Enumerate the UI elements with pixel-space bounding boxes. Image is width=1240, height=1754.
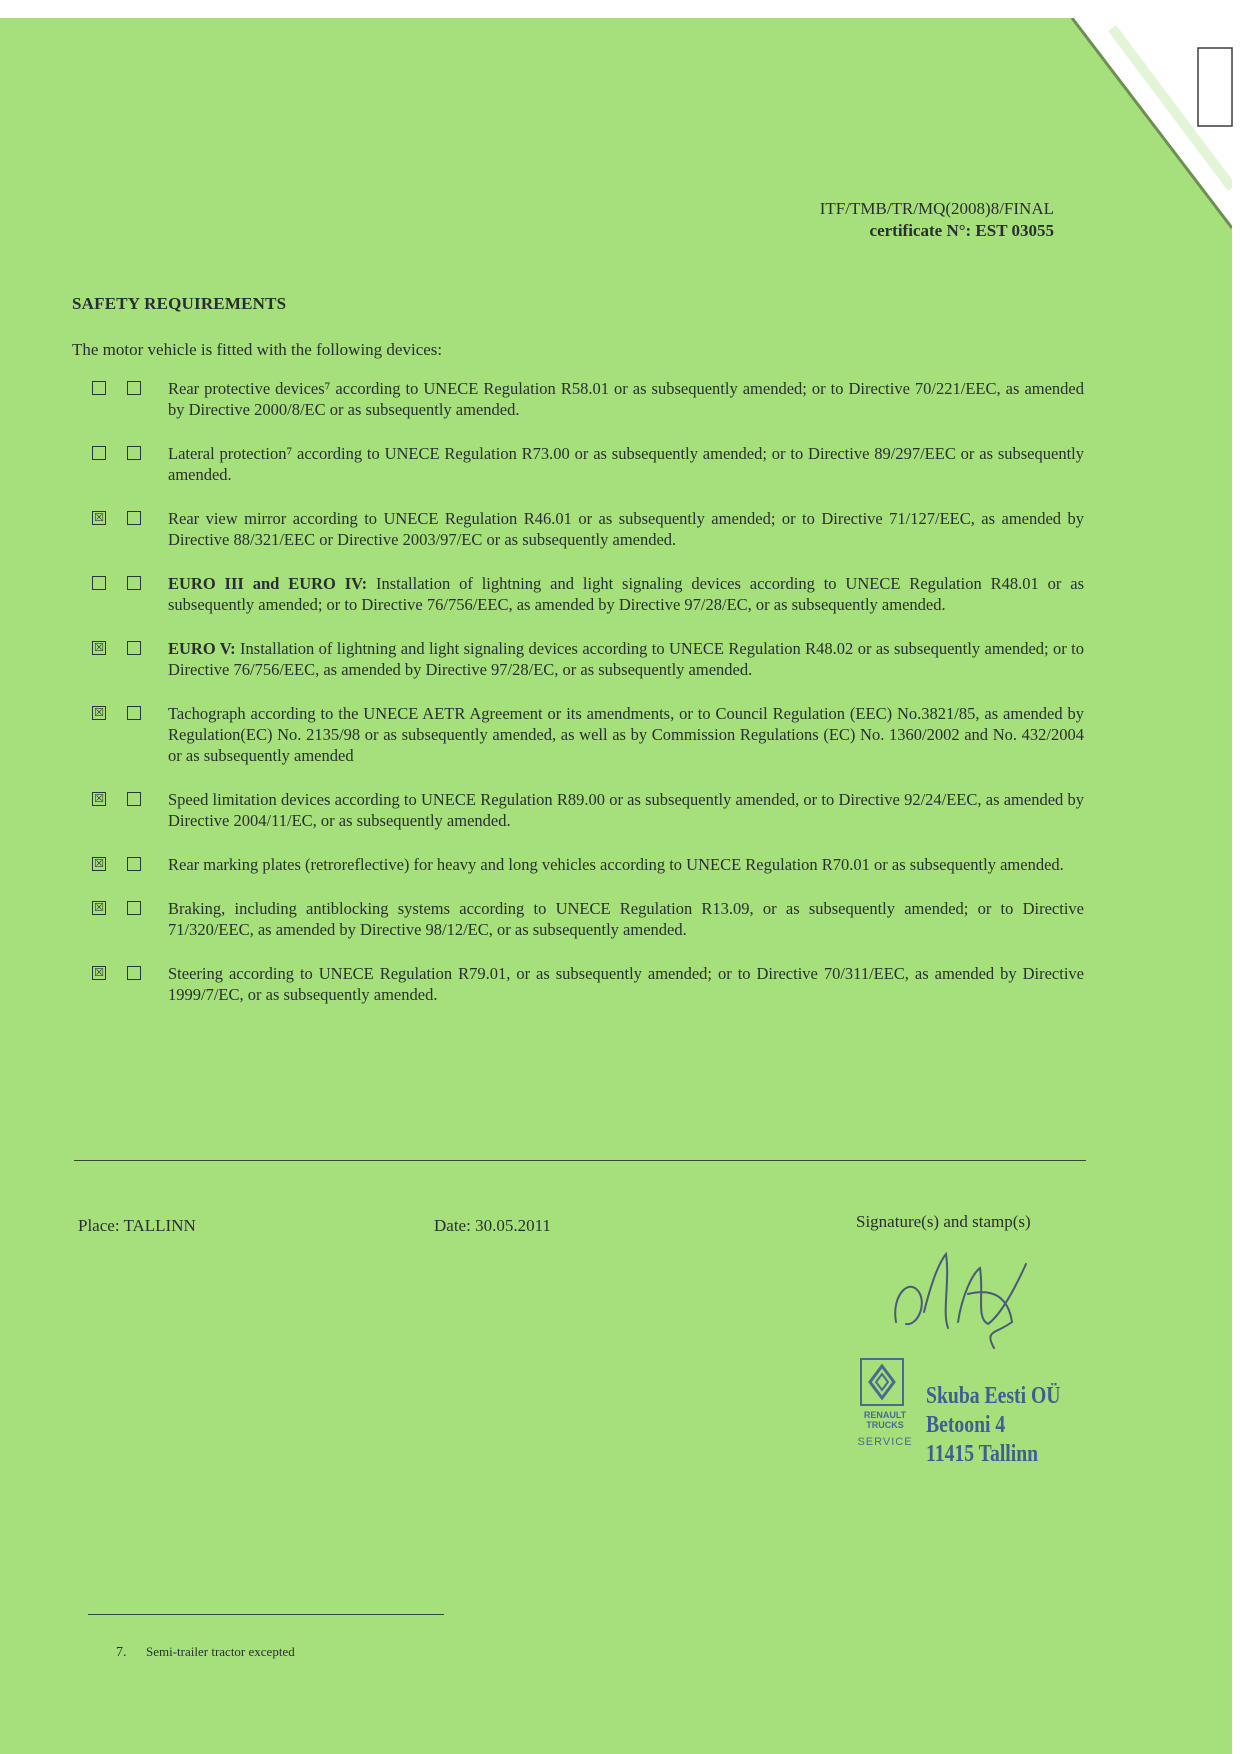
checkbox-primary[interactable] <box>92 446 106 460</box>
section-title: SAFETY REQUIREMENTS <box>72 294 287 313</box>
requirement-text <box>168 443 1084 485</box>
checkbox-pair <box>92 638 168 680</box>
requirement-item <box>92 443 1084 485</box>
checkbox-pair <box>92 443 168 485</box>
requirement-item <box>92 573 1084 615</box>
requirement-body: Tachograph according to the UNECE AETR Agreement or its amendments, or to Council Regulation (EEC) No.3821/85, as amended by Regulation(EC) No. 2135/98 or as subsequently amended, as well as by Commission Regulations (EC) No. 1360/2002 and No. 432/2004 or as subsequently amended <box>168 704 1084 765</box>
requirement-body: Installation of lightning and light signaling devices according to UNECE Regulation R48.01 or as subsequently amended; or to Directive 76/756/EEC, as amended by Directive 97/28/EC, or as subsequently amended. <box>168 574 1084 614</box>
checkbox-primary[interactable]: ☒ <box>92 792 106 806</box>
logo-service: SERVICE <box>857 1436 913 1448</box>
checkbox-primary[interactable]: ☒ <box>92 511 106 525</box>
checkbox-primary[interactable]: ☒ <box>92 706 106 720</box>
logo-renault: RENAULT <box>863 1410 907 1420</box>
signature-label: Signature(s) and stamp(s) <box>856 1212 1031 1231</box>
requirement-heading: EURO V: <box>168 639 236 658</box>
checkbox-pair <box>92 703 168 766</box>
requirement-body: Steering according to UNECE Regulation R79.01, or as subsequently amended; or to Directive 70/311/EEC, as amended by Directive 1999/7/EC, or as subsequently amended. <box>168 964 1084 1004</box>
handwritten-signature <box>876 1224 1046 1354</box>
date-field: Date: 30.05.2011 <box>434 1216 551 1235</box>
requirement-body: Rear protective devices⁷ according to UNECE Regulation R58.01 or as subsequently amended; or to Directive 70/221/EEC, as amended by Directive 2000/8/EC or as subsequently amended. <box>168 379 1084 419</box>
stamp-street: Betooni 4 <box>926 1412 1006 1438</box>
checkbox-pair <box>92 963 168 1005</box>
checkbox-primary[interactable]: ☒ <box>92 901 106 915</box>
requirement-item <box>92 703 1084 766</box>
checkbox-primary[interactable]: ☒ <box>92 641 106 655</box>
checkbox-secondary[interactable] <box>127 792 141 806</box>
checkbox-primary[interactable] <box>92 576 106 590</box>
document-header <box>820 198 1054 242</box>
requirement-item <box>92 378 1084 420</box>
reference-code: ITF/TMB/TR/MQ(2008)8/FINAL <box>819 199 1054 218</box>
requirement-text <box>168 789 1084 831</box>
renault-diamond-icon <box>860 1358 904 1406</box>
requirement-body: Braking, including antiblocking systems according to UNECE Regulation R13.09, or as subsequently amended; or to Directive 71/320/EEC, as amended by Directive 98/12/EC, or as subsequently amended. <box>168 899 1084 939</box>
requirement-body: Speed limitation devices according to UNECE Regulation R89.00 or as subsequently amended, or to Directive 92/24/EEC, as amended by Directive 2004/11/EC, or as subsequently amended. <box>168 790 1084 830</box>
checkbox-pair <box>92 508 168 550</box>
checkbox-secondary[interactable] <box>127 641 141 655</box>
requirement-item <box>92 898 1084 940</box>
requirement-text <box>168 898 1084 940</box>
requirement-item <box>92 854 1084 875</box>
requirement-item <box>92 508 1084 550</box>
requirement-text <box>168 638 1084 680</box>
logo-trucks: TRUCKS <box>866 1420 904 1430</box>
footnote-divider <box>88 1614 444 1615</box>
certificate-number: certificate N°: EST 03055 <box>869 221 1054 240</box>
checkbox-pair <box>92 378 168 420</box>
checkbox-pair <box>92 898 168 940</box>
checkbox-secondary[interactable] <box>127 901 141 915</box>
requirements-list <box>92 378 1084 1028</box>
requirement-body: Rear view mirror according to UNECE Regulation R46.01 or as subsequently amended; or to Directive 71/127/EEC, as amended by Directive 88/321/EEC or Directive 2003/97/EC or as subsequently amended. <box>168 509 1084 549</box>
checkbox-primary[interactable]: ☒ <box>92 966 106 980</box>
checkbox-primary[interactable] <box>92 381 106 395</box>
renault-trucks-logo <box>852 1358 918 1474</box>
footnote <box>116 1644 295 1661</box>
requirement-text <box>168 573 1084 615</box>
stamp-company: Skuba Eesti OÜ <box>926 1383 1061 1409</box>
checkbox-secondary[interactable] <box>127 706 141 720</box>
requirement-item <box>92 963 1084 1005</box>
requirement-item <box>92 638 1084 680</box>
requirement-body: Rear marking plates (retroreflective) for heavy and long vehicles according to UNECE Regulation R70.01 or as subsequently amended. <box>168 855 1064 874</box>
checkbox-secondary[interactable] <box>127 381 141 395</box>
checkbox-secondary[interactable] <box>127 511 141 525</box>
certificate-page <box>0 18 1232 1754</box>
checkbox-secondary[interactable] <box>127 966 141 980</box>
checkbox-primary[interactable]: ☒ <box>92 857 106 871</box>
company-stamp <box>926 1382 1061 1469</box>
checkbox-secondary[interactable] <box>127 446 141 460</box>
checkbox-secondary[interactable] <box>127 857 141 871</box>
requirement-item <box>92 789 1084 831</box>
requirement-body: Installation of lightning and light signaling devices according to UNECE Regulation R48.02 or as subsequently amended; or to Directive 76/756/EEC, as amended by Directive 97/28/EC, or as subsequently amended. <box>168 639 1084 679</box>
requirement-body: Lateral protection⁷ according to UNECE Regulation R73.00 or as subsequently amended; or to Directive 89/297/EEC or as subsequently amended. <box>168 444 1084 484</box>
checkbox-secondary[interactable] <box>127 576 141 590</box>
requirement-text <box>168 508 1084 550</box>
place-field: Place: TALLINN <box>78 1216 196 1235</box>
checkbox-pair <box>92 573 168 615</box>
requirement-text <box>168 963 1084 1005</box>
stamp-city: 11415 Tallinn <box>926 1441 1039 1467</box>
requirement-text <box>168 854 1084 875</box>
footnote-number: 7. <box>116 1645 127 1660</box>
checkbox-pair <box>92 854 168 875</box>
attestation-corner-stamp <box>1192 42 1240 132</box>
requirement-text <box>168 378 1084 420</box>
divider <box>74 1160 1086 1161</box>
checkbox-pair <box>92 789 168 831</box>
intro-text: The motor vehicle is fitted with the following devices: <box>72 340 443 359</box>
requirement-heading: EURO III and EURO IV: <box>168 574 368 593</box>
requirement-text <box>168 703 1084 766</box>
footnote-text: Semi-trailer tractor excepted <box>146 1644 295 1659</box>
